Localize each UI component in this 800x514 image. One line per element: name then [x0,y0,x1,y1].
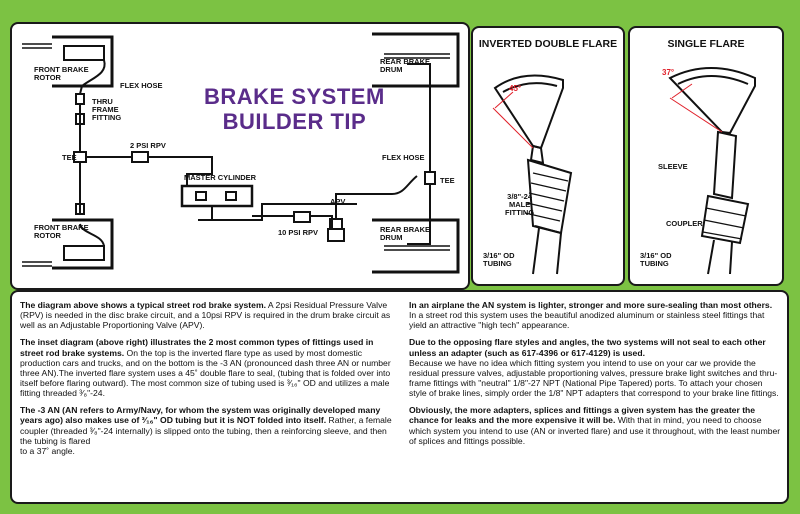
single-flare-panel [628,26,784,286]
paragraph-5-body: Because we have no idea which fitting system you intend to use on your car we provide the residual pressure valves, adjustable proportioning valves, pressure brake light switches and thru-frame fittings with "neutral" 1/8"-27 NPT (National Pipe Tapered) ports. To attach your chosen style of brake lines, simply order the 1/8" NPT adapters that correspond to your brake line fittings. [409,357,779,399]
text-column-right [409,300,781,453]
paragraph-4-heading: In an airplane the AN system is lighter, stronger and more sure-sealing than most others. [409,300,773,310]
sleeve-label: SLEEVE [658,162,688,171]
label-tee-left: TEE [62,153,77,162]
single-angle-label: 37° [662,68,675,77]
text-column-left [20,300,392,463]
inverted-angle-label: 45° [509,84,522,93]
diagram-title [204,85,385,134]
paragraph-an-system [20,405,392,456]
paragraph-conclusion [409,405,781,446]
label-rear-drum-bottom: REAR BRAKE DRUM [380,225,431,242]
label-thru-frame-fitting: THRU FRAME FITTING [92,97,122,122]
paragraph-2-heading: The inset diagram (above right) illustrates the 2 most common types of fittings used in street rod brake systems. [20,337,374,358]
paragraph-diagram-intro [20,300,392,330]
inverted-flare-title: INVERTED DOUBLE FLARE [478,38,618,50]
label-front-rotor-top: FRONT BRAKE ROTOR [34,65,89,82]
single-tubing-label: 3/16" OD TUBING [640,251,672,268]
label-apv: APV [330,197,346,206]
label-rear-drum-top: REAR BRAKE DRUM [380,57,431,74]
label-10-psi-rpv: 10 PSI RPV [278,228,319,237]
title-line-1: BRAKE SYSTEM [204,84,385,109]
paragraph-6-heading: Obviously, the more adapters, splices and fittings a given system has the greater the chance for leaks and the more expensive it will be. [409,405,756,426]
paragraph-4-body: In a street rod this system uses the beautiful anodized aluminum or stainless steel fittings that yield an attractive "high tech" appearance. [409,310,765,331]
single-flare-drawing [630,28,782,284]
paragraph-6-body: With that in mind, you need to choose which system you intend to use (AN or inverted flare) and use it throughout, with the least number of splices and fittings possible. [409,415,781,446]
paragraph-2-body: On the top is the inverted flare type as used by most domestic production cars and trucks, and on the bottom is the -3 AN (pronounced dash three AN or number three AN).The inverted flare system uses a 45˚ double flare to seal, (tubing that is folded over into itself before flaring outward). The most common size of tubing used is ³⁄₁₆" OD and utilizes a male fitting threaded ³⁄₈"-24. [20,347,391,399]
paragraph-airplane [409,300,781,330]
label-flex-hose-left: FLEX HOSE [120,81,163,90]
paragraph-1-heading: The diagram above shows a typical street rod brake system. [20,300,266,310]
paragraph-adapters [409,337,781,398]
coupler-label: COUPLER [666,219,703,228]
paragraph-3-body: Rather, a female coupler (threaded ³⁄₈"-24 internally) is slipped onto the tubing, then a reinforcing sleeve, and then the tubing is flared to a 37˚ angle. [20,415,392,456]
inverted-flare-drawing [473,28,623,284]
paragraph-1-body: A 2psi Residual Pressure Valve (RPV) is needed in the disc brake circuit, and a 10psi RPV is required in the drum brake circuit as well as an Adjustable Proportioning Valve (APV). [20,300,391,331]
single-flare-title: SINGLE FLARE [667,38,745,50]
brake-diagram-panel [10,22,470,290]
paragraph-3-heading: The -3 AN (AN refers to Army/Navy, for whom the system was originally developed many years ago) also makes use of ³⁄₁₆" OD tubing but it is NOT folded into itself. [20,405,381,426]
label-master-cylinder: MASTER CYLINDER [184,173,257,182]
label-front-rotor-bottom: FRONT BRAKE ROTOR [34,223,89,240]
paragraph-inset-diagram [20,337,392,398]
title-line-2: BUILDER TIP [222,108,367,134]
inverted-double-flare-panel [471,26,625,286]
explanation-text-panel [10,290,789,504]
label-2-psi-rpv: 2 PSI RPV [130,141,166,150]
label-tee-right: TEE [440,176,455,185]
paragraph-5-heading: Due to the opposing flare styles and angles, the two systems will not seal to each other unless an adapter (such as 617-4396 or 617-4129) is used. [409,337,766,358]
inverted-tubing-label: 3/16" OD TUBING [483,251,515,268]
inverted-fitting-label: 3/8"-24 MALE FITTING [505,192,535,217]
label-flex-hose-right: FLEX HOSE [382,153,425,162]
